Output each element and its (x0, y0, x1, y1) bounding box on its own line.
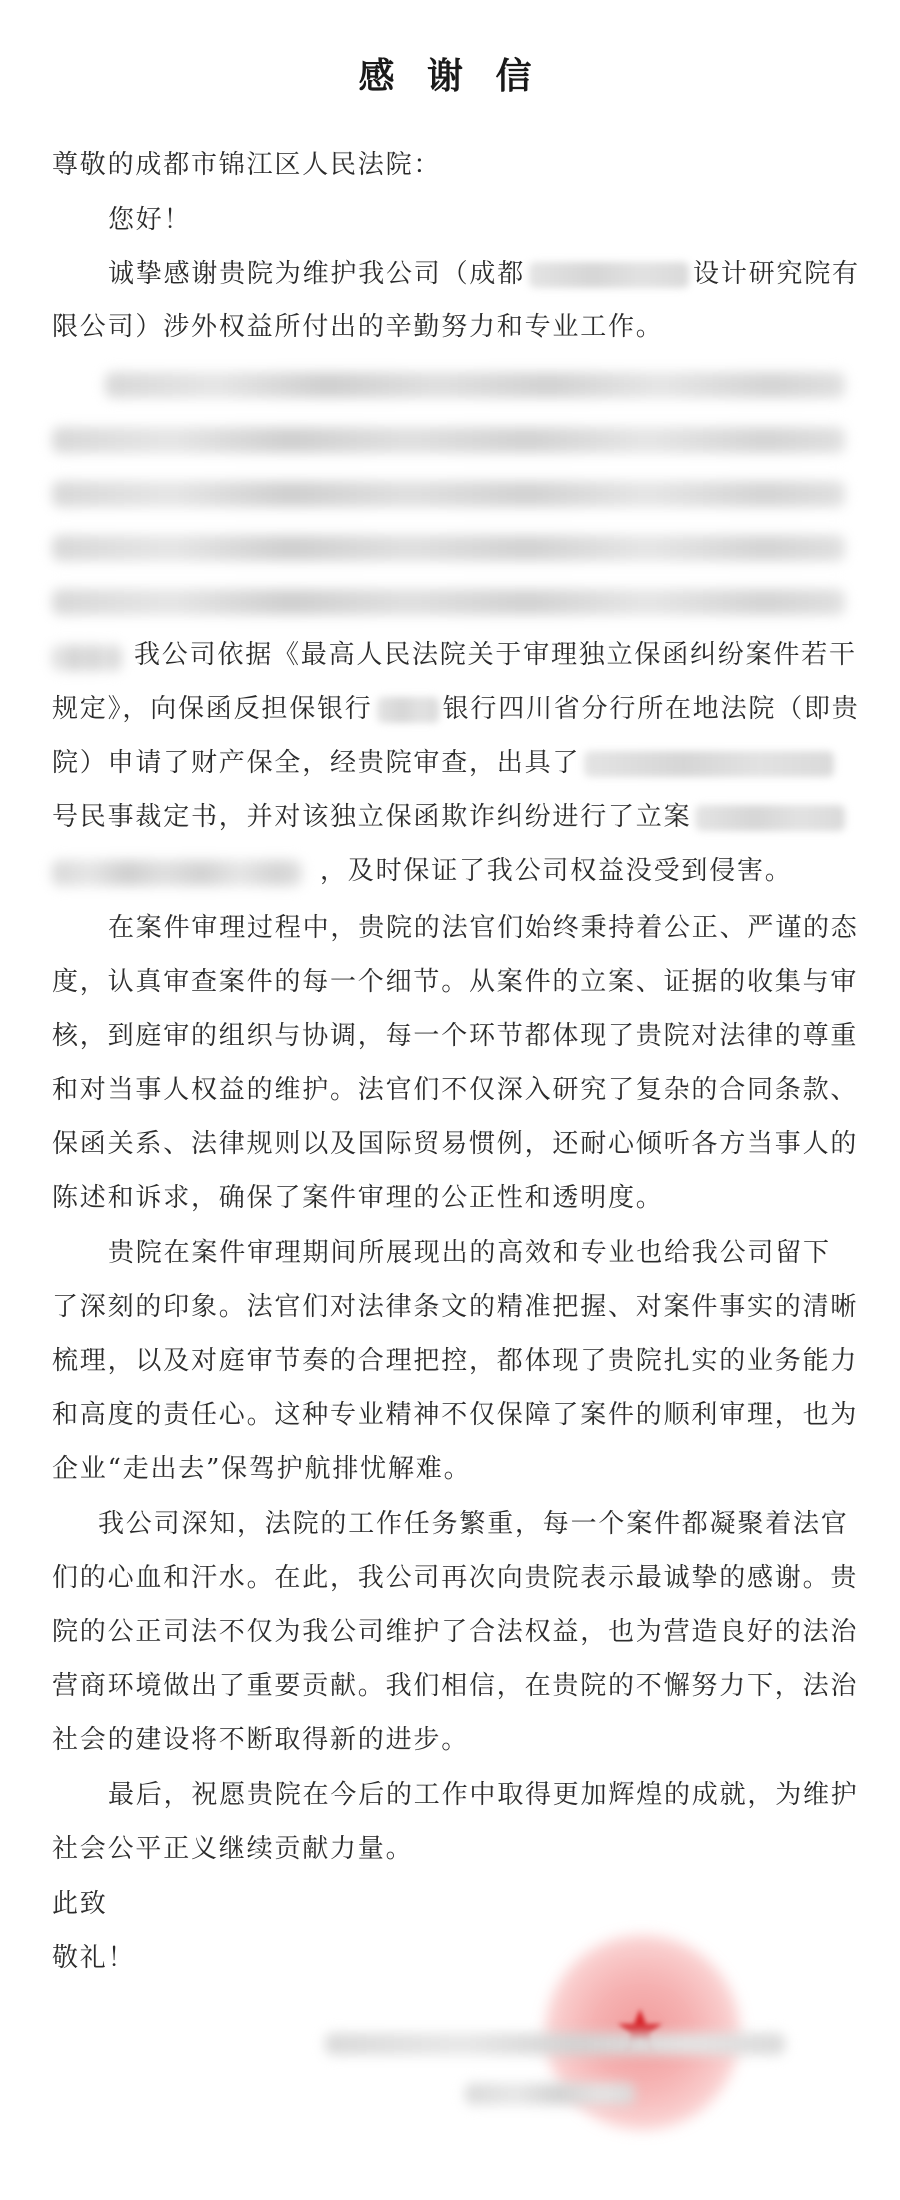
redacted-text-line (52, 589, 845, 615)
closing-jingli: 敬礼！ (52, 1943, 136, 1973)
p1-line-1-part-a: 诚挚感谢贵院为维护我公司（成都 (108, 259, 526, 289)
p3-line-3: 核，到庭审的组织与协调，每一个环节都体现了贵院对法律的尊重 (52, 1021, 859, 1051)
p5-line-5: 社会的建设将不断取得新的进步。 (52, 1725, 470, 1755)
redacted-case-number (695, 805, 845, 831)
p4-line-3: 梳理，以及对庭审节奏的合理把控，都体现了贵院扎实的业务能力 (52, 1346, 859, 1376)
p1-line-1 (108, 257, 860, 291)
p3-line-4: 和对当事人权益的维护。法官们不仅深入研究了复杂的合同条款、 (52, 1075, 859, 1105)
p5-line-3: 院的公正司法不仅为我公司维护了合法权益，也为营造良好的法治 (52, 1617, 859, 1647)
p2-line-5: ，及时保证了我公司权益没受到侵害。 (320, 856, 793, 886)
p3-line-2: 度，认真审查案件的每一个细节。从案件的立案、证据的收集与审 (52, 967, 859, 997)
greeting: 您好！ (108, 205, 192, 235)
redacted-company-name (529, 262, 689, 288)
redacted-text-line (52, 481, 845, 507)
redacted-signature-company (325, 2033, 785, 2055)
redacted-ruling-number (584, 751, 834, 777)
redacted-text-line (105, 372, 845, 398)
p1-line-1-part-b: 设计研究院有 (693, 259, 860, 289)
redacted-text-line (52, 427, 845, 453)
p4-line-2: 了深刻的印象。法官们对法律条文的精准把握、对案件事实的清晰 (52, 1292, 859, 1322)
p4-line-1: 贵院在案件审理期间所展现出的高效和专业也给我公司留下 (108, 1238, 831, 1268)
p3-line-5: 保函关系、法律规则以及国际贸易惯例，还耐心倾听各方当事人的 (52, 1129, 859, 1159)
closing-zhizhi: 此致 (52, 1889, 108, 1919)
p2-line-4 (52, 800, 849, 834)
p2-line-2 (52, 692, 860, 726)
p2-line-4-text: 号民事裁定书，并对该独立保函欺诈纠纷进行了立案 (52, 802, 692, 832)
p2-line-1: 我公司依据《最高人民法院关于审理独立保函纠纷案件若干 (134, 640, 857, 670)
p2-line-3 (52, 746, 838, 780)
redacted-text-fragment (52, 860, 302, 886)
redacted-bank-name (377, 697, 439, 723)
p5-line-1: 我公司深知，法院的工作任务繁重，每一个案件都凝聚着法官 (98, 1509, 849, 1539)
p5-line-4: 营商环境做出了重要贡献。我们相信，在贵院的不懈努力下，法治 (52, 1671, 859, 1701)
p3-line-1: 在案件审理过程中，贵院的法官们始终秉持着公正、严谨的态 (108, 913, 859, 943)
p2-line-3-part-a: 院）申请了财产保全，经贵院审查，出具了 (52, 748, 581, 778)
p1-line-2: 限公司）涉外权益所付出的辛勤努力和专业工作。 (52, 312, 664, 342)
redacted-text-fragment (52, 645, 122, 671)
p3-line-6: 陈述和诉求，确保了案件审理的公正性和透明度。 (52, 1183, 664, 1213)
p6-line-1: 最后，祝愿贵院在今后的工作中取得更加辉煌的成就，为维护 (108, 1780, 859, 1810)
letter-title: 感 谢 信 (358, 56, 542, 97)
redacted-text-line (52, 535, 845, 561)
p4-line-5: 企业“走出去”保驾护航排忧解难。 (52, 1454, 472, 1484)
p2-line-2-part-a: 规定》，向保函反担保银行 (52, 694, 373, 724)
p4-line-4: 和高度的责任心。这种专业精神不仅保障了案件的顺利审理，也为 (52, 1400, 859, 1430)
p5-line-2: 们的心血和汗水。在此，我公司再次向贵院表示最诚挚的感谢。贵 (52, 1563, 859, 1593)
redacted-signature-date (465, 2083, 635, 2105)
p6-line-2: 社会公平正义继续贡献力量。 (52, 1834, 414, 1864)
salutation: 尊敬的成都市锦江区人民法院： (52, 150, 442, 180)
p2-line-2-part-b: 银行四川省分行所在地法院（即贵 (442, 694, 860, 724)
